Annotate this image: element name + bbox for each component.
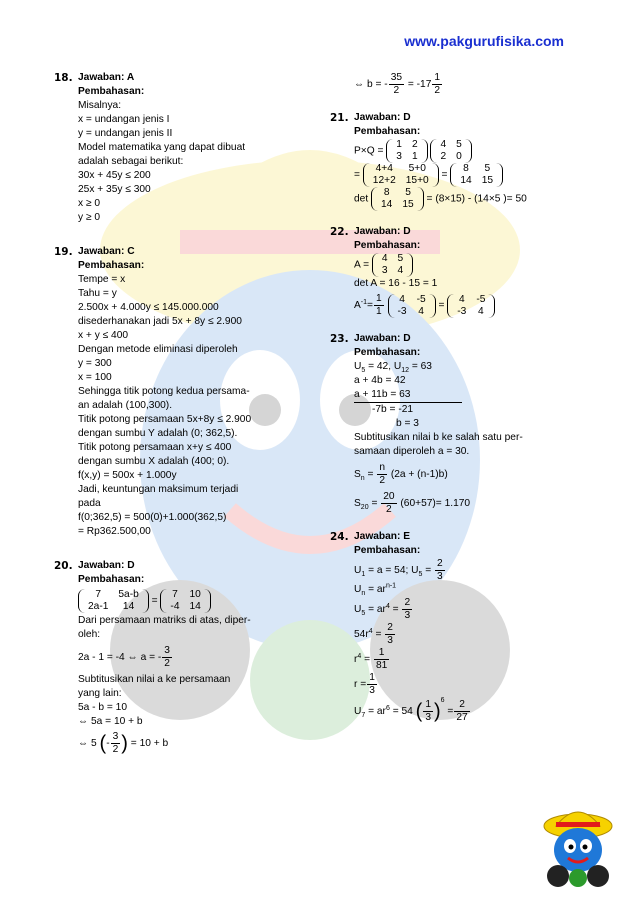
text-line: det A = 16 - 15 = 1 — [354, 278, 438, 289]
matrix-cell: 4 — [418, 305, 424, 317]
numerator: 2 — [454, 699, 469, 712]
text-line: a + 4b = 42 — [354, 375, 406, 386]
text-line: Titik potong persamaan x+y ≤ 400 — [78, 442, 232, 453]
text-line: y ≥ 0 — [78, 212, 101, 223]
denominator: 27 — [456, 712, 468, 723]
matrix-cell: -5 — [476, 293, 486, 305]
equation-line: $U_5 = ar^4$ = $\frac{2}{3}$ — [354, 597, 411, 621]
equation-text: (2a + (n-1)b) — [390, 469, 448, 481]
mascot-logo — [538, 804, 618, 890]
pembahasan-label: Pembahasan: — [78, 86, 145, 97]
matrix-cell: 2 — [440, 151, 447, 162]
numerator: 1 — [374, 647, 389, 660]
numerator: 1 — [369, 672, 375, 683]
text-line: Jadi, keuntungan maksimum terjadi — [78, 484, 239, 495]
fraction — [162, 645, 172, 670]
equation-text: = 54 — [392, 706, 413, 718]
matrix — [372, 253, 413, 277]
fraction — [435, 558, 445, 583]
text-line: $U_5 = 42$, $U_{12} = 63$ — [354, 361, 432, 375]
paren-open: ( — [99, 732, 107, 755]
equation-text: - — [106, 738, 110, 750]
equals-sign: = — [367, 300, 373, 312]
right-column — [330, 70, 552, 724]
paren-close: ) — [434, 700, 441, 723]
question-18 — [54, 71, 282, 225]
equation-text: ⇔ b = - — [354, 79, 388, 91]
matrix-equation — [354, 139, 552, 163]
text-line: x ≥ 0 — [78, 198, 101, 209]
text-line — [354, 388, 552, 403]
equation-text: A — [354, 300, 361, 312]
text-line: pada — [78, 498, 101, 509]
answer-label: Jawaban: C — [78, 246, 135, 257]
matrix-equation — [354, 253, 552, 277]
question-21 — [330, 111, 552, 211]
equals-sign: = — [447, 706, 454, 718]
text-line: disederhanakan jadi 5x + 8y ≤ 2.900 — [78, 316, 242, 327]
matrix-cell: 3 — [381, 265, 388, 276]
superscript: -1 — [360, 298, 368, 306]
denominator: 81 — [375, 660, 388, 671]
question-number: 21. — [330, 112, 349, 124]
fraction — [432, 72, 442, 97]
matrix-cell: 5 — [484, 163, 491, 174]
text-line: Dari persamaan matriks di atas, diper- — [78, 615, 251, 626]
equation-text: = (8×15) - (14×5 )= 50 — [426, 193, 527, 205]
matrix-cell: 15 — [481, 175, 494, 186]
text-line: yang lain: — [78, 688, 122, 699]
text-line: f(0;362,5) = 500(0)+1.000(362,5) — [78, 512, 227, 523]
equation-line: $S_n$ = $\frac{n}{2}$ (2a + (n-1)b) — [354, 462, 448, 486]
fraction — [389, 72, 404, 97]
matrix-cell: -3 — [457, 305, 467, 317]
matrix-cell: 4 — [397, 265, 404, 276]
denominator: 2 — [434, 85, 441, 96]
equals-sign: = — [441, 169, 448, 181]
equation-line — [78, 731, 282, 756]
pembahasan-label: Pembahasan: — [354, 347, 421, 358]
numerator: 2 — [387, 622, 393, 633]
matrix-cell: 4 — [458, 293, 465, 305]
matrix — [371, 187, 424, 211]
matrix — [388, 294, 436, 318]
question-24 — [330, 530, 552, 724]
text-line: b = 3 — [396, 418, 419, 429]
exponent: 6 — [440, 696, 445, 704]
text-line: Sehingga titik potong kedua persama- — [78, 386, 250, 397]
equation-text: P×Q = — [354, 145, 384, 157]
matrix-cell: 12+2 — [372, 175, 396, 186]
denominator: 2 — [164, 658, 170, 669]
fraction — [402, 597, 412, 622]
matrix-equation — [354, 163, 552, 187]
left-column — [54, 71, 282, 756]
denominator: 3 — [369, 685, 375, 696]
text-line: Tahu = y — [78, 288, 117, 299]
equals-sign: = — [151, 595, 158, 607]
text-line: Model matematika yang dapat dibuat — [78, 142, 246, 153]
matrix-cell: 7 — [172, 589, 178, 600]
numerator: 2 — [404, 597, 411, 608]
text-line: 5a - b = 10 — [78, 702, 127, 713]
text-line: Subtitusikan nilai b ke salah satu per- — [354, 432, 523, 443]
question-20-continued — [330, 72, 552, 97]
equation-text: (60+57)= 1.170 — [400, 498, 471, 510]
matrix — [160, 589, 210, 613]
matrix-equation — [354, 187, 552, 211]
fraction — [454, 699, 469, 724]
matrix-cell: 7 — [95, 589, 102, 600]
text-line: 2.500x + 4.000y ≤ 145.000.000 — [78, 302, 219, 313]
equation-text: 2a - 1 = -4 ⇔ a = - — [78, 652, 162, 664]
denominator: 3 — [437, 571, 443, 582]
question-number: 23. — [330, 333, 349, 345]
text-line: 30x + 45y ≤ 200 — [78, 170, 151, 181]
numerator: 1 — [425, 699, 431, 710]
text-line: y = undangan jenis II — [78, 128, 173, 139]
equation-line — [354, 72, 552, 97]
text-line: f(x,y) = 500x + 1.000y — [78, 470, 177, 481]
fraction — [367, 672, 377, 697]
matrix-cell: 4 — [381, 253, 388, 264]
paren-open: ( — [415, 700, 423, 723]
pembahasan-label: Pembahasan: — [78, 260, 145, 271]
matrix-cell: 5a-b — [118, 589, 139, 600]
denominator: 2 — [379, 475, 385, 486]
matrix — [78, 589, 149, 613]
text-line: ⇔ 5a = 10 + b — [78, 716, 143, 727]
text-line: Dengan metode eliminasi diperoleh — [78, 344, 238, 355]
equation-line: $r^4$ = $\frac{1}{81}$ — [354, 647, 388, 671]
matrix — [447, 294, 495, 318]
matrix-cell: 15+0 — [405, 175, 429, 186]
numerator: n — [379, 462, 385, 473]
matrix-cell: 5 — [397, 253, 404, 264]
matrix-cell: 2 — [411, 139, 418, 150]
equation-text: = -17 — [407, 79, 432, 91]
fraction — [385, 622, 395, 647]
denominator: 3 — [404, 610, 411, 621]
text-line: x = 100 — [78, 372, 112, 383]
fraction — [111, 731, 121, 756]
denominator: 2 — [112, 744, 119, 755]
text-line: Subtitusikan nilai a ke persamaan — [78, 674, 231, 685]
pembahasan-label: Pembahasan: — [78, 574, 145, 585]
matrix-cell: 5 — [405, 187, 411, 198]
paren-close: ) — [121, 732, 128, 755]
website-header[interactable]: www.pakgurufisika.com — [404, 33, 564, 49]
fraction — [374, 293, 384, 318]
numerator: 35 — [390, 72, 403, 83]
equation-line: $U_n = ar^{n-1}$ — [354, 582, 397, 598]
question-19 — [54, 245, 282, 539]
answer-label: Jawaban: D — [354, 112, 411, 123]
text-line: 25x + 35y ≤ 300 — [78, 184, 151, 195]
matrix-cell: -4 — [170, 601, 180, 612]
text-line: dengan sumbu X adalah (400; 0). — [78, 456, 230, 467]
answer-label: Jawaban: D — [354, 333, 411, 344]
denominator: 2 — [386, 504, 392, 515]
text-line: samaan diperoleh a = 30. — [354, 446, 470, 457]
matrix-cell: 4+4 — [375, 163, 393, 174]
fraction — [423, 699, 433, 724]
text-line: -7b = -21 — [372, 404, 414, 415]
matrix-cell: 5+0 — [408, 163, 426, 174]
denominator: 3 — [425, 712, 431, 723]
numerator: 1 — [375, 293, 382, 304]
matrix-cell: 14 — [381, 199, 393, 210]
text-line: = Rp362.500,00 — [78, 526, 151, 537]
equation-line: $U_7 = ar^6 = 54$ ( $\frac{1}{3}$ )$^6$ = $\frac{2}{27}$ — [354, 696, 468, 723]
matrix-cell: 2a-1 — [88, 601, 109, 612]
text-line: Titik potong persamaan 5x+8y ≤ 2.900 — [78, 414, 252, 425]
matrix — [430, 139, 471, 163]
equation-text: = — [367, 469, 377, 481]
equation-text: A = — [354, 259, 370, 271]
question-20 — [54, 559, 282, 756]
matrix-cell: -3 — [397, 305, 407, 317]
text-line: Misalnya: — [78, 100, 122, 111]
text-line: y = 300 — [78, 358, 112, 369]
fraction — [381, 491, 396, 516]
matrix-cell: 0 — [456, 151, 462, 162]
answer-label: Jawaban: E — [354, 531, 411, 542]
matrix — [363, 163, 439, 187]
equation-text: det — [354, 193, 369, 205]
matrix-cell: 15 — [402, 199, 414, 210]
matrix-cell: 14 — [122, 601, 135, 612]
text-line: adalah sebagai berikut: — [78, 156, 184, 167]
denominator: 3 — [387, 635, 393, 646]
matrix-cell: 4 — [440, 139, 447, 150]
question-number: 19. — [54, 246, 73, 258]
text-line: an adalah (100,300). — [78, 400, 173, 411]
question-number: 18. — [54, 72, 73, 84]
equals-sign: = — [438, 300, 445, 312]
matrix — [386, 139, 427, 163]
matrix-cell: 8 — [383, 187, 390, 198]
text-line: dengan sumbu Y adalah (0; 362,5). — [78, 428, 238, 439]
matrix — [450, 163, 503, 187]
matrix-cell: 1 — [411, 151, 418, 162]
matrix-cell: 1 — [396, 139, 402, 150]
question-23 — [330, 332, 552, 516]
equation-line: $U_1 = a = 54$; $U_5$ = $\frac{2}{3}$ — [354, 558, 443, 582]
question-22 — [330, 225, 552, 318]
answer-label: Jawaban: D — [78, 560, 135, 571]
equation-line: $S_{20}$ = $\frac{20}{2}$ (60+57)= 1.170 — [354, 491, 471, 515]
text-line: x + y ≤ 400 — [78, 330, 129, 341]
equation-line — [354, 672, 552, 697]
equation-line — [78, 645, 282, 670]
denominator: 1 — [375, 306, 382, 317]
pembahasan-label: Pembahasan: — [354, 545, 421, 556]
text-line: x = undangan jenis I — [78, 114, 170, 125]
matrix-cell: -5 — [416, 293, 426, 305]
matrix-cell: 14 — [460, 175, 472, 186]
equals-sign: = — [354, 169, 360, 181]
numerator: 3 — [164, 645, 170, 656]
matrix-cell: 4 — [399, 293, 405, 305]
numerator: 20 — [383, 491, 395, 502]
equation-line: $54r^4$ = $\frac{2}{3}$ — [354, 622, 393, 646]
question-number: 22. — [330, 226, 349, 238]
equation-text: = 10 + b — [130, 738, 169, 750]
pembahasan-label: Pembahasan: — [354, 126, 421, 137]
numerator: 2 — [437, 558, 443, 569]
answer-label: Jawaban: A — [78, 72, 135, 83]
matrix-cell: 5 — [456, 139, 462, 150]
question-number: 20. — [54, 560, 73, 572]
text-line: oleh: — [78, 629, 101, 640]
equation-text: ⇔ 5 — [78, 738, 97, 750]
matrix-equation — [78, 589, 282, 613]
numerator: 1 — [434, 72, 441, 83]
pembahasan-label: Pembahasan: — [354, 240, 421, 251]
matrix-cell: 8 — [463, 163, 469, 174]
answer-label: Jawaban: D — [354, 226, 411, 237]
fraction — [377, 462, 387, 487]
matrix-cell: 14 — [189, 601, 201, 612]
question-number: 24. — [330, 531, 349, 543]
underlined-text: a + 11b = 63 — [354, 388, 462, 403]
equation-text: r = — [354, 679, 367, 691]
numerator: 3 — [112, 731, 119, 742]
matrix-cell: 10 — [189, 589, 201, 600]
matrix-cell: 4 — [478, 305, 484, 317]
text-line: Tempe = x — [78, 274, 126, 285]
equation-text: = — [371, 498, 381, 510]
matrix-cell: 3 — [396, 151, 402, 162]
fraction — [374, 647, 389, 672]
matrix-equation — [354, 293, 552, 318]
denominator: 2 — [393, 85, 400, 96]
